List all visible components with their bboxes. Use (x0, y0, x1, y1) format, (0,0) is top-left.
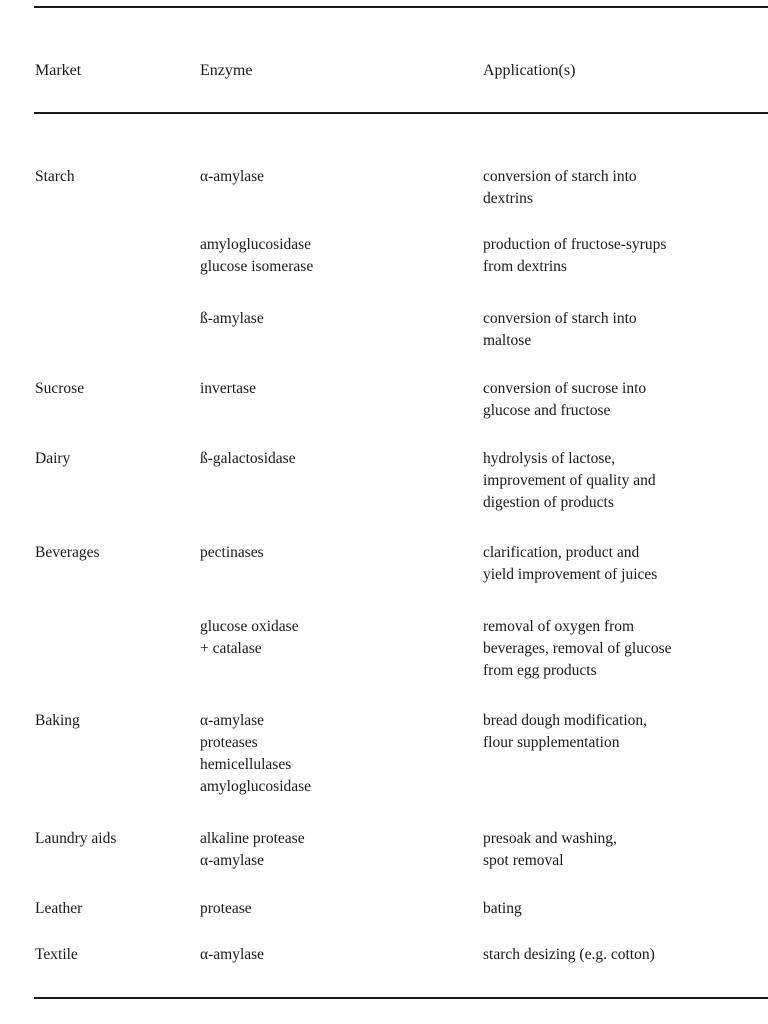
application-line: spot removal (483, 852, 564, 869)
application-line: flour supplementation (483, 734, 620, 751)
application-cell (483, 828, 768, 872)
market-cell: Leather (35, 900, 83, 917)
application-line: conversion of starch into (483, 310, 637, 327)
enzyme-line: invertase (200, 380, 256, 397)
header-application: Application(s) (483, 62, 576, 79)
enzyme-line: proteases (200, 734, 258, 751)
header-enzyme: Enzyme (200, 62, 253, 79)
application-line: digestion of products (483, 494, 614, 511)
enzyme-line: ß-amylase (200, 310, 264, 327)
application-line: presoak and washing, (483, 830, 617, 847)
enzyme-line: alkaline protease (200, 830, 305, 847)
application-line: glucose and fructose (483, 402, 611, 419)
application-line: starch desizing (e.g. cotton) (483, 946, 655, 963)
application-cell (483, 710, 768, 754)
application-cell (483, 378, 768, 422)
enzyme-line: α-amylase (200, 852, 265, 869)
enzyme-cell (200, 378, 470, 400)
application-line: removal of oxygen from (483, 618, 635, 635)
enzyme-cell (200, 616, 470, 660)
market-cell: Beverages (35, 544, 100, 561)
application-line: clarification, product and (483, 544, 640, 561)
market-cell: Baking (35, 712, 80, 729)
enzyme-cell (200, 234, 470, 278)
application-line: bread dough modification, (483, 712, 647, 729)
application-cell (483, 308, 768, 352)
market-cell: Textile (35, 946, 78, 963)
application-line: conversion of sucrose into (483, 380, 647, 397)
application-line: maltose (483, 332, 532, 349)
header-rule (34, 112, 768, 114)
market-cell: Starch (35, 168, 75, 185)
enzyme-cell (200, 448, 470, 470)
application-line: yield improvement of juices (483, 566, 658, 583)
enzyme-cell (200, 166, 470, 188)
application-line: production of fructose-syrups (483, 236, 667, 253)
application-cell (483, 542, 768, 586)
enzyme-line: α-amylase (200, 712, 265, 729)
enzyme-cell (200, 944, 470, 966)
enzyme-cell (200, 710, 470, 798)
enzyme-line: α-amylase (200, 168, 265, 185)
market-cell: Laundry aids (35, 830, 117, 847)
application-cell (483, 616, 768, 682)
application-line: conversion of starch into (483, 168, 637, 185)
application-line: hydrolysis of lactose, (483, 450, 616, 467)
enzyme-line: amyloglucosidase (200, 778, 312, 795)
application-line: dextrins (483, 190, 533, 207)
application-line: from egg products (483, 662, 597, 679)
application-cell (483, 898, 768, 920)
market-cell: Sucrose (35, 380, 85, 397)
enzyme-line: + catalase (200, 640, 262, 657)
application-line: bating (483, 900, 522, 917)
table-bottom-rule (34, 997, 768, 999)
enzyme-line: α-amylase (200, 946, 265, 963)
header-market: Market (35, 62, 82, 79)
application-cell (483, 166, 768, 210)
enzyme-cell (200, 308, 470, 330)
application-cell (483, 448, 768, 514)
enzyme-line: glucose oxidase (200, 618, 299, 635)
enzyme-cell (200, 542, 470, 564)
enzyme-cell (200, 828, 470, 872)
application-line: improvement of quality and (483, 472, 656, 489)
enzyme-line: glucose isomerase (200, 258, 314, 275)
enzyme-cell (200, 898, 470, 920)
application-cell (483, 944, 768, 966)
application-line: beverages, removal of glucose (483, 640, 672, 657)
enzyme-line: pectinases (200, 544, 264, 561)
enzyme-line: ß-galactosidase (200, 450, 296, 467)
market-cell: Dairy (35, 450, 71, 467)
table-top-rule (34, 6, 768, 8)
enzyme-line: hemicellulases (200, 756, 292, 773)
application-line: from dextrins (483, 258, 567, 275)
enzyme-line: amyloglucosidase (200, 236, 312, 253)
application-cell (483, 234, 768, 278)
enzyme-line: protease (200, 900, 252, 917)
